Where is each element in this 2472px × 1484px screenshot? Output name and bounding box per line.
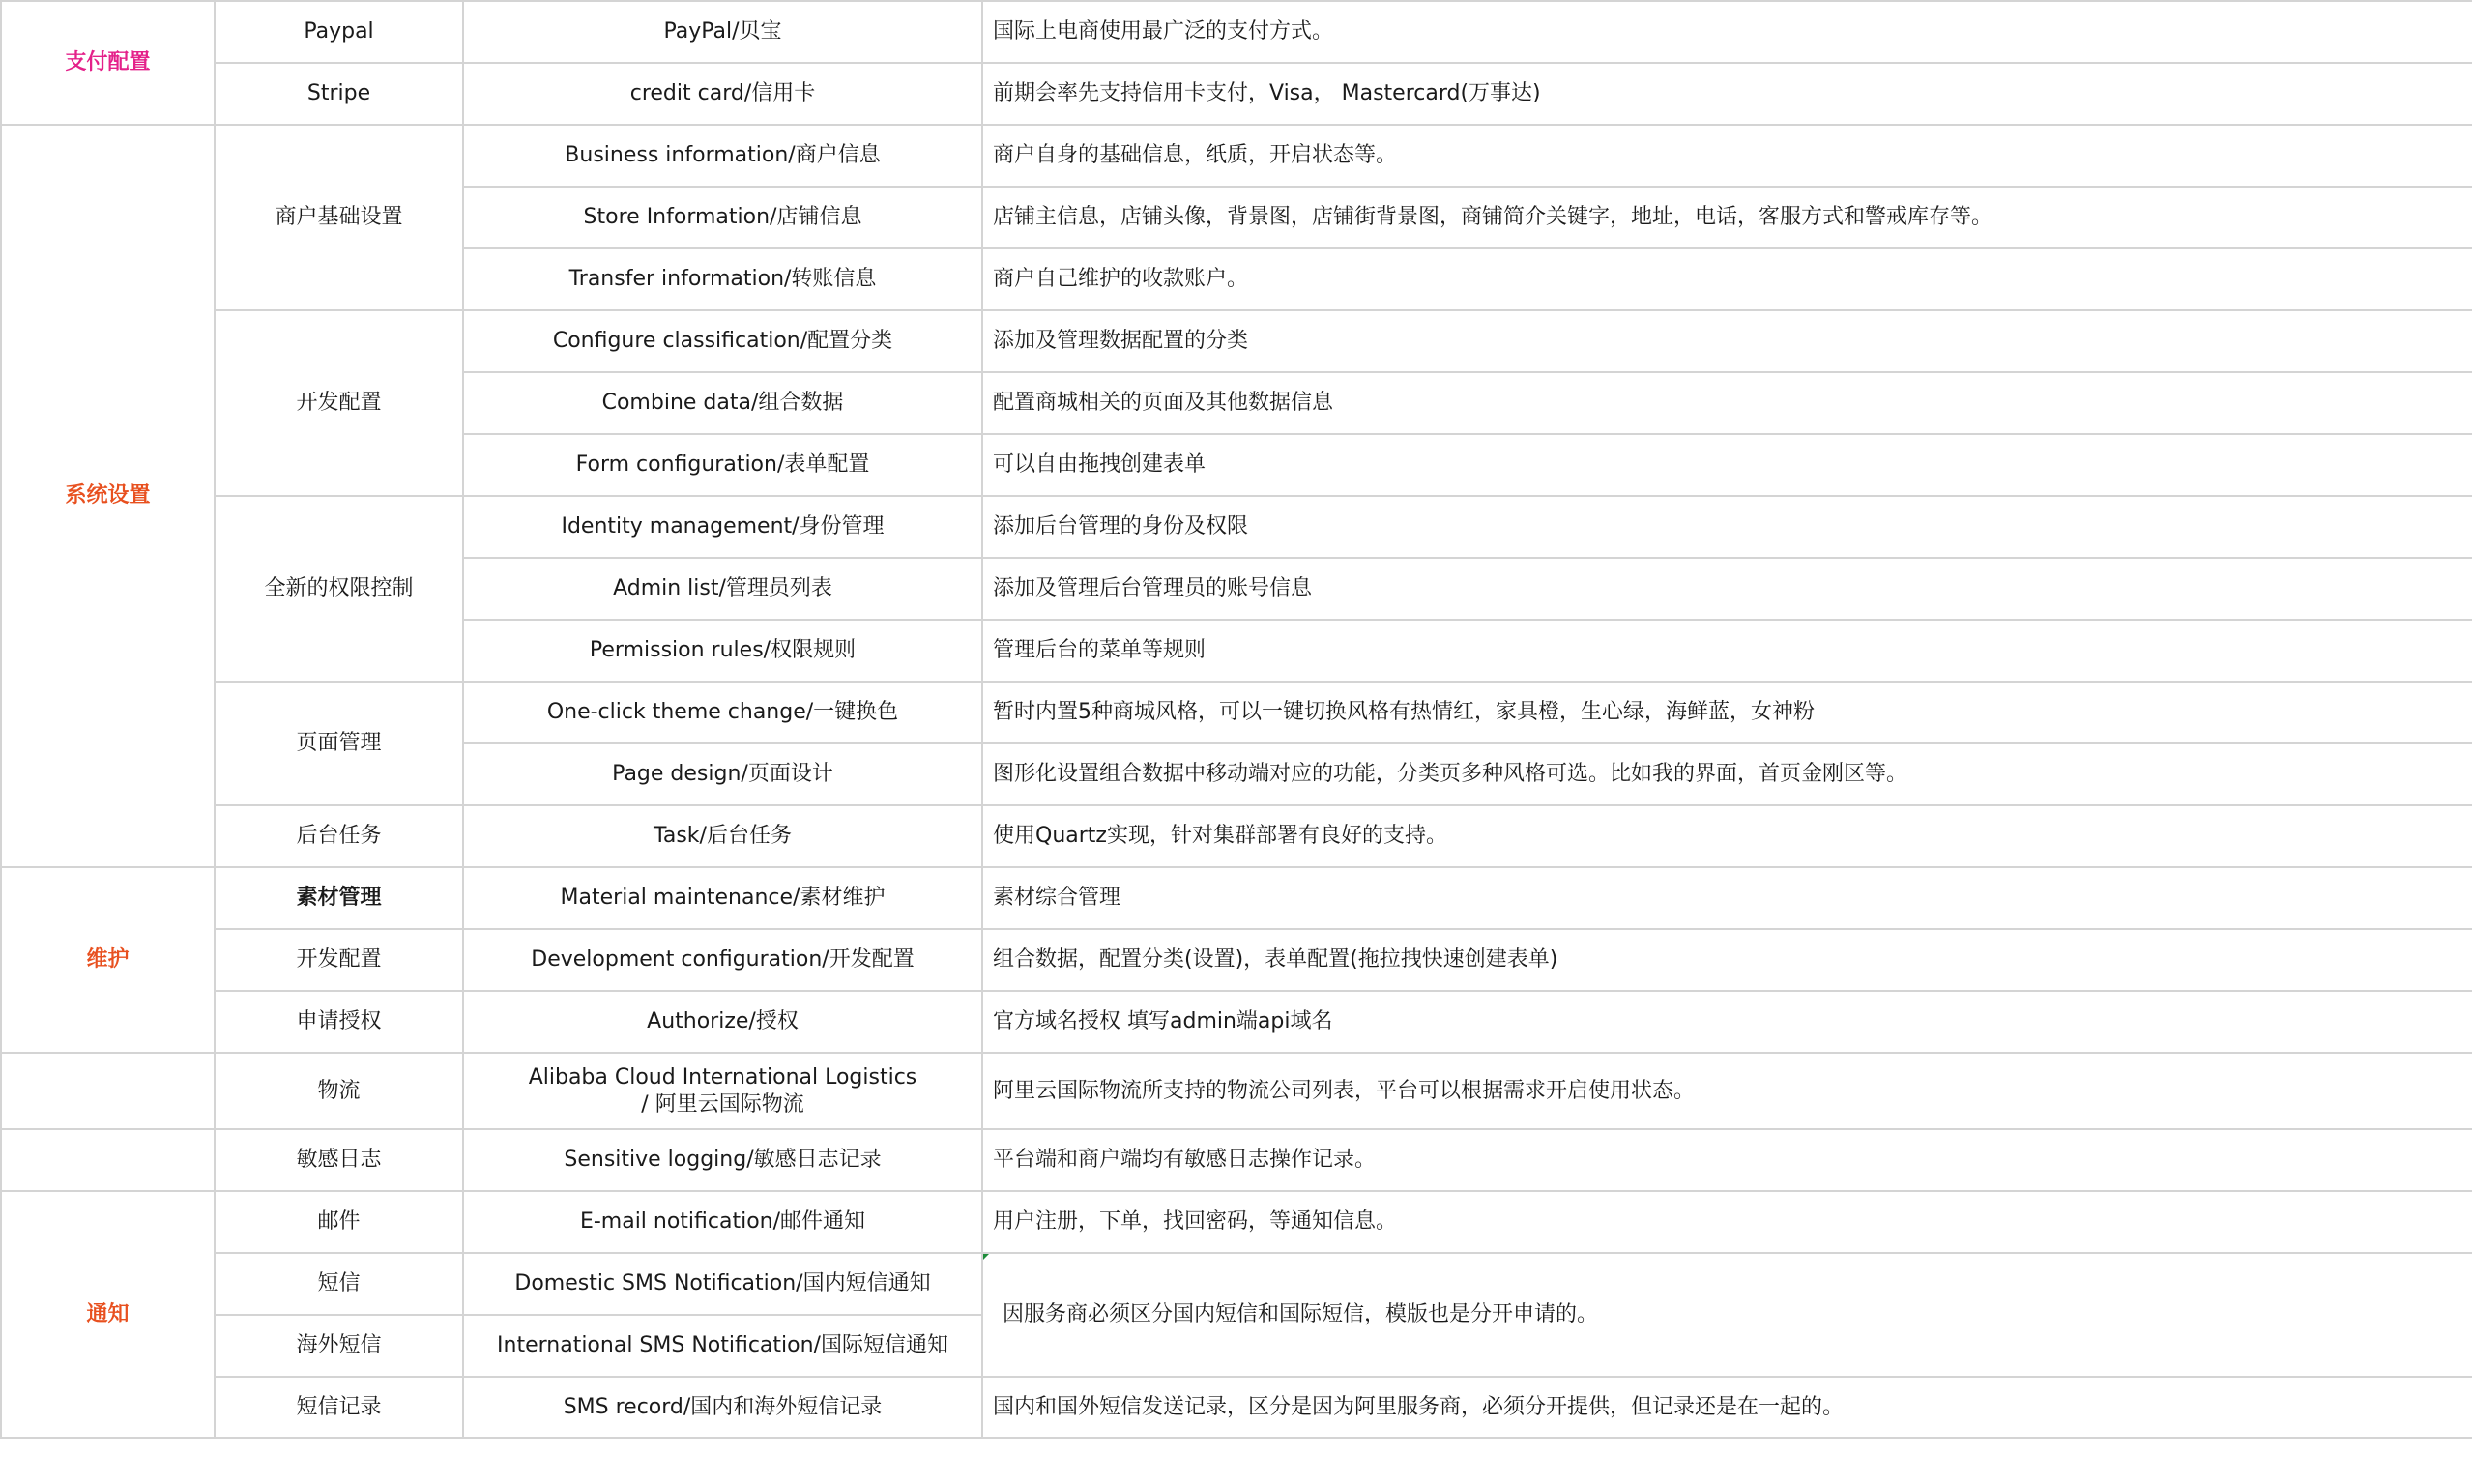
category-system-settings: 系统设置 xyxy=(1,125,215,867)
feature-paypal: PayPal/贝宝 xyxy=(463,1,982,63)
table-row xyxy=(1,310,2472,372)
feature-logistics-line1: Alibaba Cloud International Logistics xyxy=(528,1064,917,1090)
table-row xyxy=(1,1191,2472,1253)
feature-admin-list: Admin list/管理员列表 xyxy=(463,558,982,620)
feature-sms-record: SMS record/国内和海外短信记录 xyxy=(463,1377,982,1438)
category-empty xyxy=(1,1129,215,1191)
description-theme-change: 暂时内置5种商城风格，可以一键切换风格有热情红，家具橙，生心绿，海鲜蓝，女神粉 xyxy=(982,682,2472,743)
feature-store-information: Store Information/店铺信息 xyxy=(463,187,982,248)
description-sms-record: 国内和国外短信发送记录，区分是因为阿里服务商，必须分开提供，但记录还是在一起的。 xyxy=(982,1377,2472,1438)
description-development-configuration: 组合数据，配置分类(设置)，表单配置(拖拉拽快速创建表单) xyxy=(982,929,2472,991)
feature-combine-data: Combine data/组合数据 xyxy=(463,372,982,434)
feature-credit-card: credit card/信用卡 xyxy=(463,63,982,125)
subcategory-email: 邮件 xyxy=(215,1191,463,1253)
table-row xyxy=(1,1253,2472,1315)
feature-theme-change: One-click theme change/一键换色 xyxy=(463,682,982,743)
category-empty xyxy=(1,1053,215,1129)
subcategory-dev-config: 开发配置 xyxy=(215,310,463,496)
feature-business-information: Business information/商户信息 xyxy=(463,125,982,187)
description-business-information: 商户自身的基础信息，纸质，开启状态等。 xyxy=(982,125,2472,187)
subcategory-background-task: 后台任务 xyxy=(215,805,463,867)
feature-development-configuration: Development configuration/开发配置 xyxy=(463,929,982,991)
table-row xyxy=(1,1377,2472,1438)
subcategory-sms: 短信 xyxy=(215,1253,463,1315)
subcategory-paypal: Paypal xyxy=(215,1,463,63)
feature-sensitive-logging: Sensitive logging/敏感日志记录 xyxy=(463,1129,982,1191)
description-task: 使用Quartz实现，针对集群部署有良好的支持。 xyxy=(982,805,2472,867)
subcategory-page-management: 页面管理 xyxy=(215,682,463,805)
feature-permission-rules: Permission rules/权限规则 xyxy=(463,620,982,682)
description-email-notification: 用户注册，下单，找回密码，等通知信息。 xyxy=(982,1191,2472,1253)
table-row xyxy=(1,991,2472,1053)
description-authorize: 官方域名授权 填写admin端api域名 xyxy=(982,991,2472,1053)
description-paypal: 国际上电商使用最广泛的支付方式。 xyxy=(982,1,2472,63)
feature-domestic-sms: Domestic SMS Notification/国内短信通知 xyxy=(463,1253,982,1315)
category-maintenance: 维护 xyxy=(1,867,215,1053)
subcategory-permission-control: 全新的权限控制 xyxy=(215,496,463,682)
feature-transfer-information: Transfer information/转账信息 xyxy=(463,248,982,310)
feature-identity-management: Identity management/身份管理 xyxy=(463,496,982,558)
feature-task: Task/后台任务 xyxy=(463,805,982,867)
description-transfer-information: 商户自己维护的收款账户。 xyxy=(982,248,2472,310)
subcategory-authorize: 申请授权 xyxy=(215,991,463,1053)
feature-email-notification: E-mail notification/邮件通知 xyxy=(463,1191,982,1253)
subcategory-sensitive-log: 敏感日志 xyxy=(215,1129,463,1191)
category-payment: 支付配置 xyxy=(1,1,215,125)
description-sms: 因服务商必须区分国内短信和国际短信，模版也是分开申请的。 xyxy=(982,1253,2472,1377)
description-identity-management: 添加后台管理的身份及权限 xyxy=(982,496,2472,558)
subcategory-material: 素材管理 xyxy=(215,867,463,929)
subcategory-sms-record: 短信记录 xyxy=(215,1377,463,1438)
table-row xyxy=(1,1129,2472,1191)
feature-logistics-line2: / 阿里云国际物流 xyxy=(641,1091,804,1117)
table-row xyxy=(1,682,2472,743)
feature-configure-classification: Configure classification/配置分类 xyxy=(463,310,982,372)
table-row xyxy=(1,63,2472,125)
feature-material-maintenance: Material maintenance/素材维护 xyxy=(463,867,982,929)
subcategory-merchant-basic: 商户基础设置 xyxy=(215,125,463,310)
description-logistics: 阿里云国际物流所支持的物流公司列表，平台可以根据需求开启使用状态。 xyxy=(982,1053,2472,1129)
subcategory-maint-dev-config: 开发配置 xyxy=(215,929,463,991)
subcategory-overseas-sms: 海外短信 xyxy=(215,1315,463,1377)
feature-international-sms: International SMS Notification/国际短信通知 xyxy=(463,1315,982,1377)
description-configure-classification: 添加及管理数据配置的分类 xyxy=(982,310,2472,372)
table-row xyxy=(1,496,2472,558)
description-page-design: 图形化设置组合数据中移动端对应的功能，分类页多种风格可选。比如我的界面，首页金刚区等。 xyxy=(982,743,2472,805)
feature-form-configuration: Form configuration/表单配置 xyxy=(463,434,982,496)
table-row xyxy=(1,1,2472,63)
table-row xyxy=(1,867,2472,929)
table-row xyxy=(1,1053,2472,1129)
description-material-maintenance: 素材综合管理 xyxy=(982,867,2472,929)
feature-logistics xyxy=(463,1053,982,1129)
table-row xyxy=(1,929,2472,991)
description-form-configuration: 可以自由拖拽创建表单 xyxy=(982,434,2472,496)
description-permission-rules: 管理后台的菜单等规则 xyxy=(982,620,2472,682)
table-row xyxy=(1,125,2472,187)
description-credit-card: 前期会率先支持信用卡支付，Visa， Mastercard(万事达) xyxy=(982,63,2472,125)
feature-authorize: Authorize/授权 xyxy=(463,991,982,1053)
feature-page-design: Page design/页面设计 xyxy=(463,743,982,805)
table-row xyxy=(1,805,2472,867)
description-store-information: 店铺主信息，店铺头像，背景图，店铺街背景图，商铺简介关键字，地址，电话，客服方式和警戒库存等。 xyxy=(982,187,2472,248)
subcategory-logistics: 物流 xyxy=(215,1053,463,1129)
description-admin-list: 添加及管理后台管理员的账号信息 xyxy=(982,558,2472,620)
subcategory-stripe: Stripe xyxy=(215,63,463,125)
description-combine-data: 配置商城相关的页面及其他数据信息 xyxy=(982,372,2472,434)
category-notification: 通知 xyxy=(1,1191,215,1438)
description-sensitive-logging: 平台端和商户端均有敏感日志操作记录。 xyxy=(982,1129,2472,1191)
